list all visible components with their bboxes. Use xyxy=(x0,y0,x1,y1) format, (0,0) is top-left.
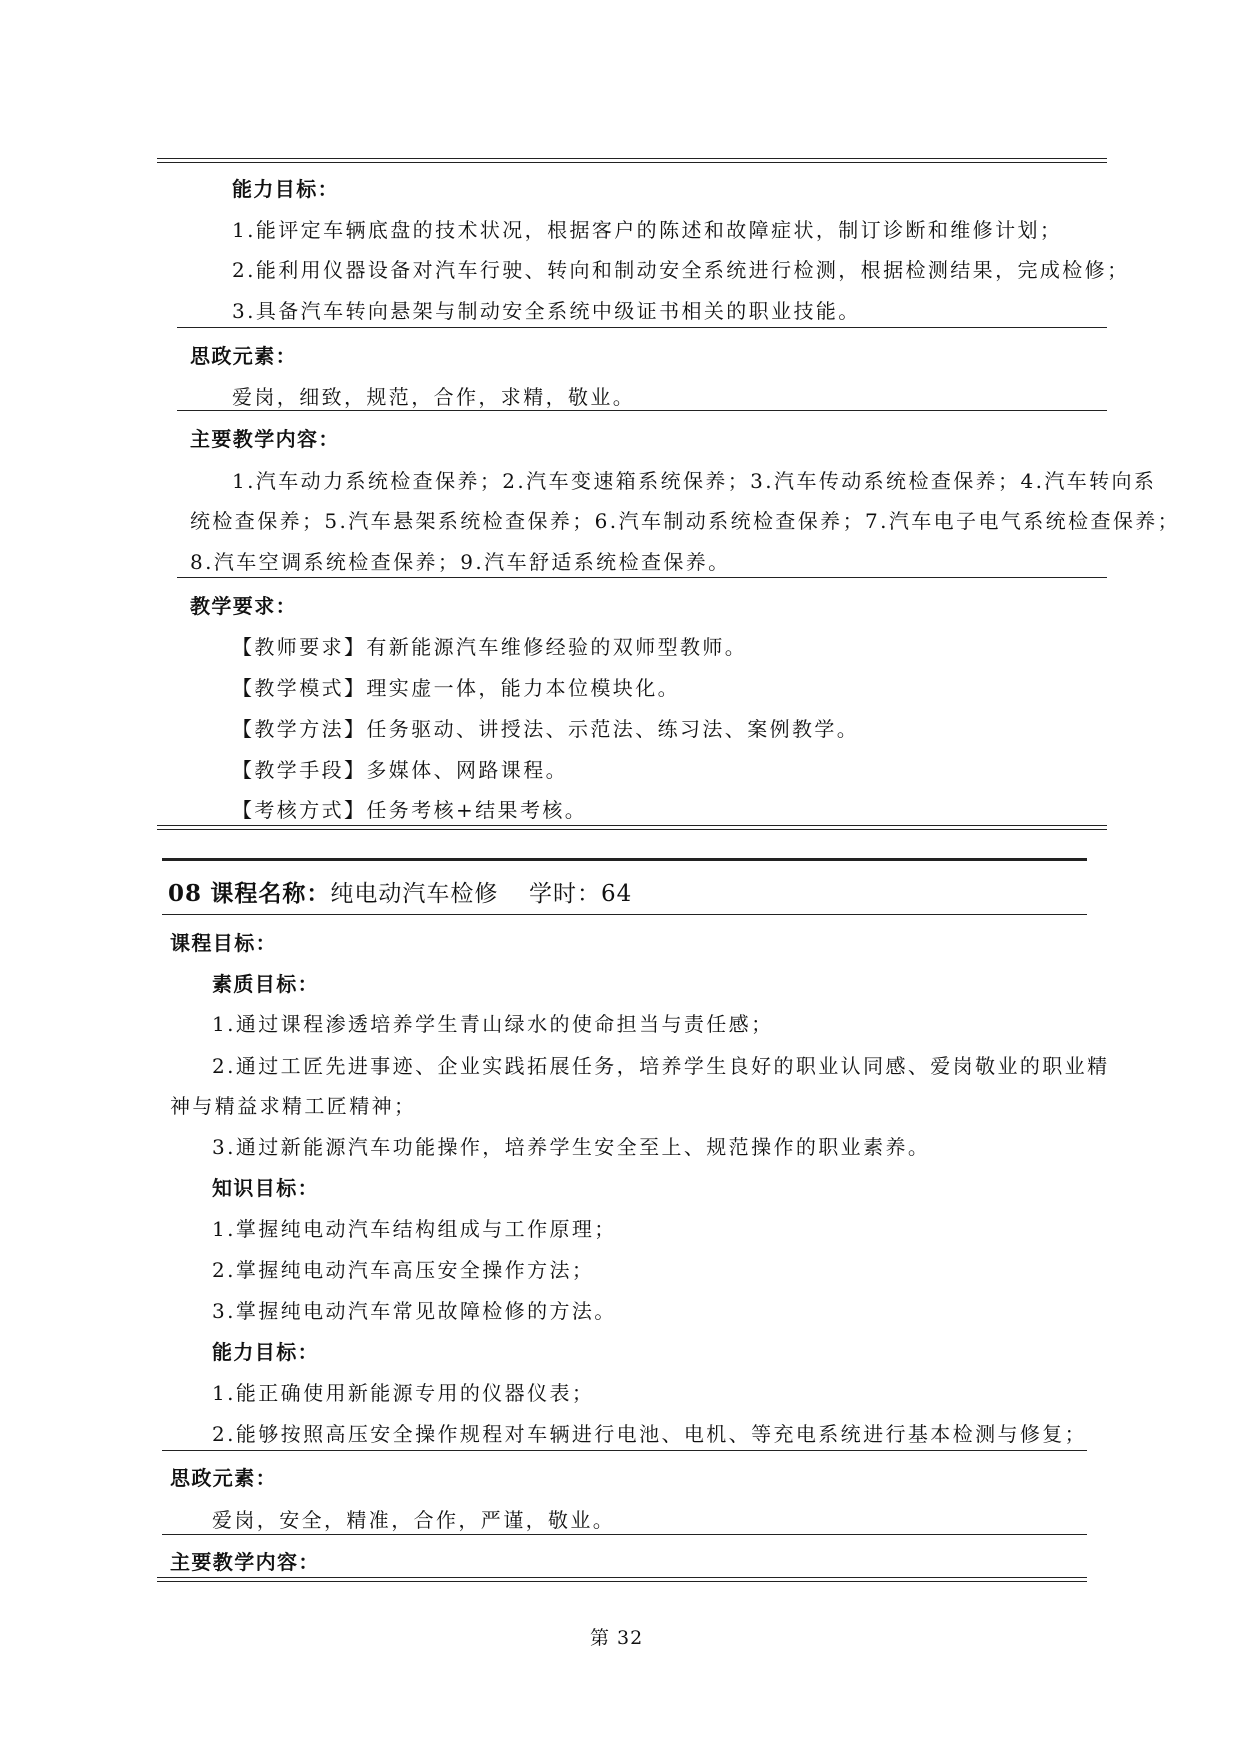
ideology-text: 爱岗，细致，规范，合作，求精，敬业。 xyxy=(232,385,636,409)
ideology-text: 爱岗，安全，精准，合作，严谨，敬业。 xyxy=(212,1508,616,1532)
row-divider xyxy=(162,914,1087,915)
requirement-item-1: 【教师要求】有新能源汽车维修经验的双师型教师。 xyxy=(232,635,748,659)
course-number: 08 xyxy=(168,880,203,907)
row-divider xyxy=(162,1534,1087,1535)
quality-line-1: 1.通过课程渗透培养学生青山绿水的使命担当与责任感； xyxy=(212,1012,774,1036)
ability-item-2: 2.能够按照高压安全操作规程对车辆进行电池、电机、等充电系统进行基本检测与修复； xyxy=(212,1422,1088,1446)
row-divider xyxy=(177,327,1107,328)
knowledge-item-2: 2.掌握纯电动汽车高压安全操作方法； xyxy=(212,1258,595,1282)
row-divider xyxy=(177,410,1107,411)
ideology-heading: 思政元素： xyxy=(170,1466,277,1490)
ideology-heading: 思政元素： xyxy=(190,344,297,368)
requirement-item-5: 【考核方式】任务考核+结果考核。 xyxy=(232,798,588,822)
course-hours: 64 xyxy=(600,881,633,907)
table-bottom-border xyxy=(157,1577,1087,1582)
requirements-heading: 教学要求： xyxy=(190,594,297,618)
content-line-1: 1.汽车动力系统检查保养；2.汽车变速箱系统保养；3.汽车传动系统检查保养；4.汽车转向系 xyxy=(232,469,1157,493)
ability-item-1: 1.能评定车辆底盘的技术状况，根据客户的陈述和故障症状，制订诊断和维修计划； xyxy=(232,218,1063,242)
quality-line-3: 神与精益求精工匠精神； xyxy=(170,1094,417,1118)
ability-item-3: 3.具备汽车转向悬架与制动安全系统中级证书相关的职业技能。 xyxy=(232,299,861,323)
requirement-item-2: 【教学模式】理实虚一体，能力本位模块化。 xyxy=(232,676,680,700)
ability-heading: 能力目标： xyxy=(232,177,339,201)
content-line-3: 8.汽车空调系统检查保养；9.汽车舒适系统检查保养。 xyxy=(190,550,731,574)
row-divider xyxy=(177,577,1107,578)
table-top-border xyxy=(157,158,1107,163)
ability-heading: 能力目标： xyxy=(212,1340,319,1364)
table-top-border xyxy=(162,858,1087,861)
objectives-heading: 课程目标： xyxy=(170,931,277,955)
knowledge-heading: 知识目标： xyxy=(212,1176,319,1200)
ability-item-1: 1.能正确使用新能源专用的仪器仪表； xyxy=(212,1381,595,1405)
course-hours-label: 学时： xyxy=(528,881,601,907)
quality-heading: 素质目标： xyxy=(212,972,319,996)
content-line-2: 统检查保养；5.汽车悬架系统检查保养；6.汽车制动系统检查保养；7.汽车电子电气系统检查保养； xyxy=(190,509,1181,533)
requirement-item-3: 【教学方法】任务驱动、讲授法、示范法、练习法、案例教学。 xyxy=(232,717,860,741)
quality-line-4: 3.通过新能源汽车功能操作，培养学生安全至上、规范操作的职业素养。 xyxy=(212,1135,931,1159)
requirement-item-4: 【教学手段】多媒体、网路课程。 xyxy=(232,758,568,782)
page-number: 第 32 xyxy=(590,1627,644,1649)
content-heading: 主要教学内容： xyxy=(190,427,340,451)
knowledge-item-3: 3.掌握纯电动汽车常见故障检修的方法。 xyxy=(212,1299,617,1323)
table-bottom-border xyxy=(157,825,1107,830)
content-heading: 主要教学内容： xyxy=(170,1550,320,1574)
row-divider xyxy=(162,1450,1087,1451)
course-name: 纯电动汽车检修 xyxy=(330,881,499,907)
knowledge-item-1: 1.掌握纯电动汽车结构组成与工作原理； xyxy=(212,1217,617,1241)
course-title-row xyxy=(168,880,632,908)
course-name-label: 课程名称： xyxy=(210,880,331,907)
ability-item-2: 2.能利用仪器设备对汽车行驶、转向和制动安全系统进行检测，根据检测结果，完成检修； xyxy=(232,258,1130,282)
quality-line-2: 2.通过工匠先进事迹、企业实践拓展任务，培养学生良好的职业认同感、爱岗敬业的职业精 xyxy=(212,1054,1110,1078)
